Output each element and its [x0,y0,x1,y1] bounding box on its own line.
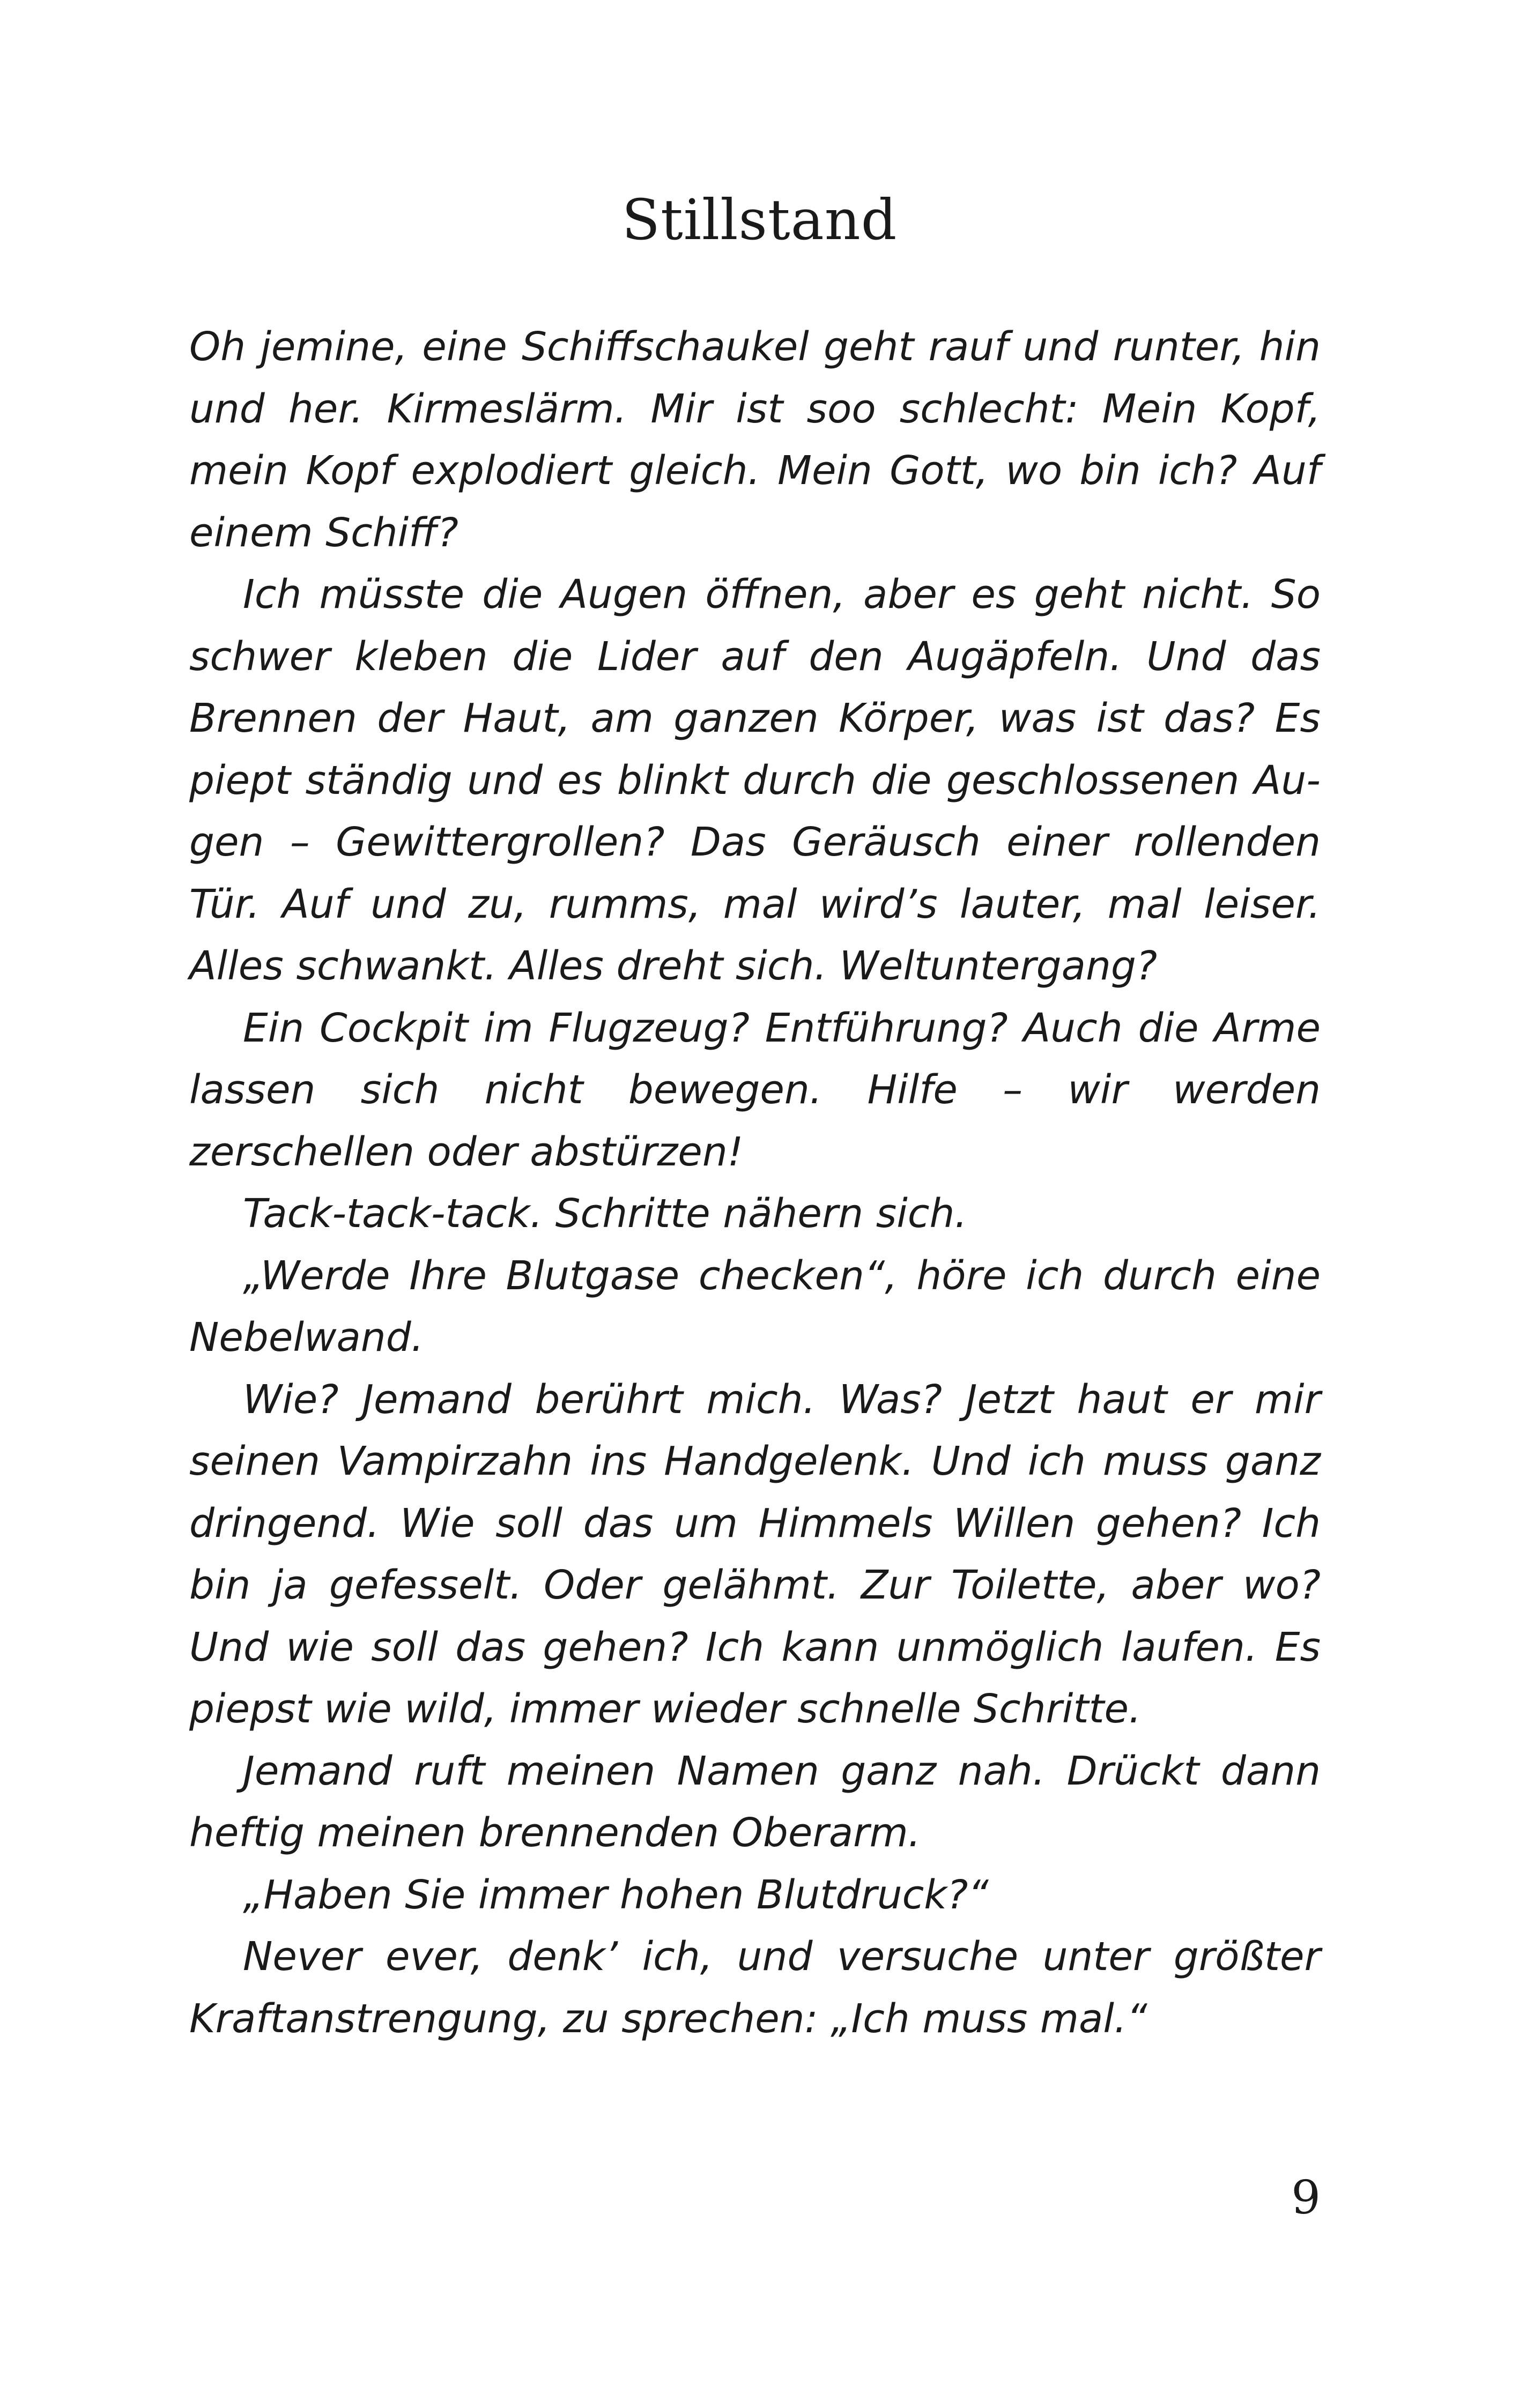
chapter-body [189,316,1321,2050]
paragraph-4: Tack-tack-tack. Schritte nähern sich. [243,1191,967,1237]
paragraph-8: „Haben Sie immer hohen Blutdruck?“ [243,1871,989,1918]
paragraph-1: Oh jemine, eine Schiffschaukel geht rauf und runter, hin und her. Kirmeslärm. Mir ist soo schlecht: Mein Kopf, mein Kopf explodiert gleich. Mein Gott, wo bin ich? Auf einem Schiff? [189,324,1321,556]
chapter-title: Stillstand [621,187,898,252]
paragraph-9: Never ever, denk’ ich, und versuche unter größter Kraftanstrengung, zu sprechen: „Ich muss mal.“ [189,1934,1321,2042]
paragraph-5: „Werde Ihre Blutgase checken“, höre ich durch eine Nebelwand. [189,1252,1321,1361]
paragraph-3: Ein Cockpit im Flugzeug? Entführung? Auch die Arme lassen sich nicht bewegen. Hilfe – wir werden zerschellen oder abstürzen! [189,1005,1321,1175]
page-number: 9 [1291,2171,1321,2225]
paragraph-6: Wie? Jemand berührt mich. Was? Jetzt haut er mir seinen Vampirzahn ins Handgelenk. Und ich muss ganz dringend. Wie soll das um Himmels Willen gehen? Ich bin ja gefesselt. Oder gelähmt. Zur Toilette, aber wo? Und wie soll das gehen? Ich kann unmöglich laufen. Es piepst wie wild, immer wieder schnelle Schritte. [189,1376,1321,1732]
paragraph-7: Jemand ruft meinen Namen ganz nah. Drückt dann heftig meinen brennenden Oberarm. [189,1748,1321,1856]
paragraph-2: Ich müsste die Augen öffnen, aber es geht nicht. So schwer kleben die Lider auf den Augäpfeln. Und das Brennen der Haut, am ganzen Körper, was ist das? Es piept ständig und es blinkt durch die geschlossenen Augen – Gewittergrollen? Das Geräusch einer rollenden Tür. Auf und zu, rumms, mal wird’s lauter, mal leiser. Alles schwankt. Alles dreht sich. Weltuntergang? [189,571,1321,989]
